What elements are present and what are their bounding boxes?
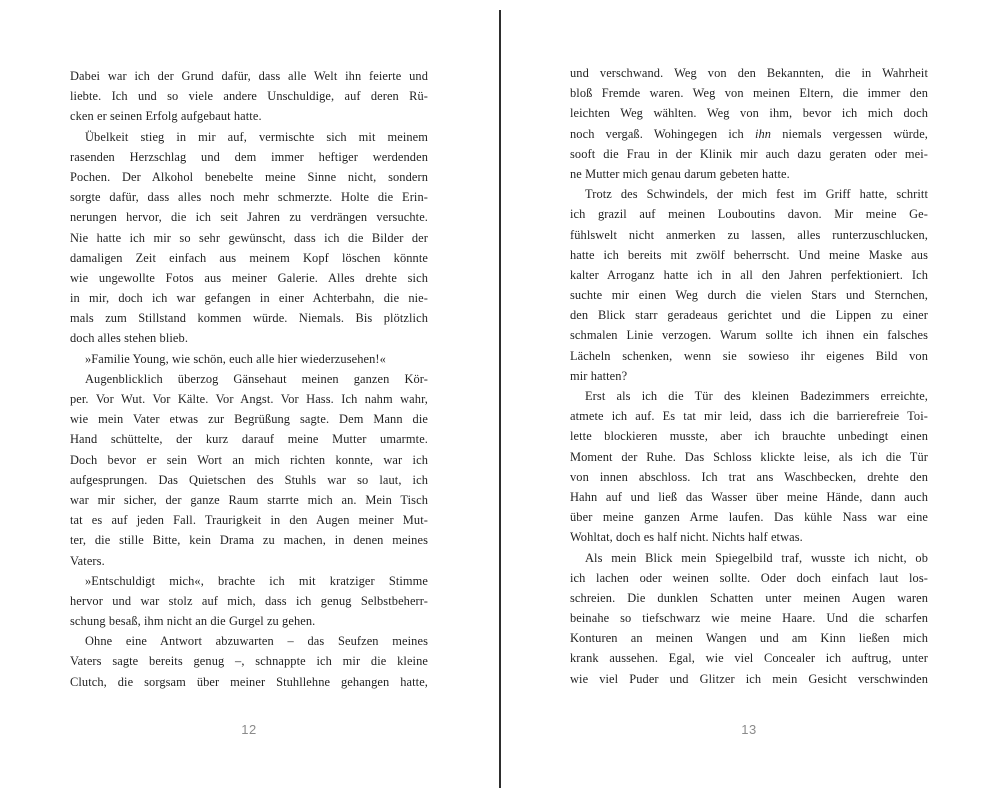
text-line: Vaters. bbox=[70, 553, 105, 568]
text-line: Erst als ich die Tür des kleinen Badezimmers erreichte, bbox=[585, 389, 928, 403]
text-line: krank aussehen. Egal, wie viel Concealer ich auftrug, unter bbox=[570, 651, 928, 666]
right-page-number: 13 bbox=[741, 722, 757, 737]
text-line: Hand schüttelte, der kurz darauf meine Mutter umarmte. bbox=[70, 432, 428, 447]
text-line: war mir sicher, der ganze Raum starrte mich an. Mein Tisch bbox=[70, 492, 428, 507]
text-line: lette blockieren musste, aber ich brauchte unbedingt einen bbox=[570, 429, 928, 444]
text-line: »Entschuldigt mich«, brachte ich mit kratziger Stimme bbox=[85, 573, 428, 588]
left-page-text bbox=[70, 66, 428, 692]
text-line: schung besaß, ihm nicht an die Gurgel zu gehen. bbox=[70, 614, 316, 629]
text-line: damaligen Zeit einfach aus meinem Kopf löschen könnte bbox=[70, 250, 428, 265]
text-line: leichten Weg wählten. Weg von ihm, bevor ich mich doch bbox=[570, 106, 928, 121]
text-line: noch vergaß. Wohingegen ich ihn niemals vergessen würde, bbox=[570, 126, 929, 141]
text-line: ich lachen oder weinen sollte. Oder doch einfach laut los- bbox=[570, 570, 928, 585]
text-line: liebte. Ich und so viele andere Unschuldige, auf deren Rü- bbox=[70, 89, 428, 104]
text-line: Clutch, die sorgsam über meiner Stuhllehne gehangen hatte, bbox=[70, 674, 428, 689]
text-line: von innen abschloss. Ich trat ans Waschbecken, drehte den bbox=[570, 469, 928, 484]
text-line: ich grazil auf meinen Louboutins davon. Mir meine Ge- bbox=[570, 207, 928, 222]
text-line: Vaters sagte bereits genug –, schnappte ich mir die kleine bbox=[70, 654, 428, 669]
text-line: fühlswelt nicht anmerken zu lassen, alles runterzuschlucken, bbox=[570, 227, 928, 242]
text-line: bloß Fremde waren. Weg von meinen Eltern, die immer den bbox=[570, 86, 928, 101]
text-line: rasenden Herzschlag und dem immer heftiger werdenden bbox=[70, 149, 428, 164]
text-line: Doch bevor er sein Wort an mich richten konnte, war ich bbox=[70, 452, 428, 467]
text-line: mals zum Stillstand kommen würde. Niemals. Bis plötzlich bbox=[70, 311, 428, 326]
text-line: Trotz des Schwindels, der mich fest im Griff hatte, schritt bbox=[585, 187, 928, 202]
text-line: doch alles stehen blieb. bbox=[70, 331, 189, 346]
text-line: cken er seinen Erfolg aufgebaut hatte. bbox=[70, 109, 262, 124]
text-line: per. Vor Wut. Vor Kälte. Vor Angst. Vor Hass. Ich nahm wahr, bbox=[70, 392, 428, 406]
text-line: sooft die Frau in der Klinik mir auch dazu geraten oder mei- bbox=[570, 146, 928, 161]
text-line: nerungen hervor, die ich seit Jahren zu verdrängen versuchte. bbox=[70, 210, 428, 225]
text-line: Wohltat, doch es half nicht. Nichts half etwas. bbox=[570, 530, 803, 545]
text-line: Als mein Blick mein Spiegelbild traf, wusste ich nicht, ob bbox=[585, 550, 928, 565]
text-line: »Familie Young, wie schön, euch alle hier wiederzusehen!« bbox=[85, 351, 386, 366]
text-line: aufgesprungen. Das Quietschen des Stuhls war so laut, ich bbox=[70, 472, 428, 487]
text-line: atmete ich auf. Es tat mir leid, dass ich die barrierefreie Toi- bbox=[570, 409, 928, 424]
text-line: schmalen Linie verzogen. Warum sollte ich ihnen ein falsches bbox=[570, 328, 928, 343]
text-line: mir hatten? bbox=[570, 368, 628, 383]
text-line: in mir, doch ich war gefangen in einer Achterbahn, die nie- bbox=[70, 291, 428, 306]
text-line: schreien. Die dunklen Schatten unter meinen Augen waren bbox=[570, 590, 928, 605]
text-line: wie viel Puder und Glitzer ich mein Gesicht verschwinden bbox=[570, 671, 928, 686]
text-line: ne Mutter mich genau darum gebeten hatte. bbox=[570, 166, 790, 181]
text-line: tat es auf jeden Fall. Traurigkeit in den Augen meiner Mut- bbox=[70, 513, 428, 528]
left-page-number: 12 bbox=[241, 722, 257, 737]
text-line: wie ungewollte Fotos aus meiner Galerie. Alles drehte sich bbox=[70, 270, 428, 285]
text-line: Konturen an meinen Wangen und am Kinn ließen mich bbox=[570, 631, 928, 646]
right-page-text bbox=[570, 63, 928, 689]
text-line: den Blick starr geradeaus gerichtet und die Lippen zu einer bbox=[570, 308, 928, 323]
text-line: über meine ganzen Arme laufen. Das kühle Nass war eine bbox=[570, 510, 928, 525]
text-line: suchte mir einen Weg durch die vielen Stars und Sternchen, bbox=[570, 288, 928, 303]
text-line: Moment der Ruhe. Das Schloss klickte leise, als ich die Tür bbox=[570, 449, 928, 464]
text-line: ter, die stille Bitte, kein Drama zu machen, in denen meines bbox=[70, 533, 428, 548]
text-line: Nie hatte ich mir so sehr gewünscht, dass ich die Bilder der bbox=[70, 230, 428, 245]
text-line: Übelkeit stieg in mir auf, vermischte sich mit meinem bbox=[85, 129, 428, 144]
text-line: Ohne eine Antwort abzuwarten – das Seufzen meines bbox=[85, 634, 428, 649]
text-line: und verschwand. Weg von den Bekannten, die in Wahrheit bbox=[570, 66, 928, 80]
page-divider-line bbox=[499, 10, 501, 788]
text-line: hatte ich bereits mit zwölf beherrscht. Und meine Maske aus bbox=[570, 247, 928, 262]
text-line: sorgte dafür, dass alles noch mehr schmerzte. Holte die Erin- bbox=[70, 190, 428, 205]
text-line: kalter Arroganz hatte ich in all den Jahren perfektioniert. Ich bbox=[570, 267, 928, 282]
text-line: beinahe so tiefschwarz wie meine Haare. Und die scharfen bbox=[570, 611, 928, 626]
text-line: Hahn auf und ließ das Wasser über meine Hände, dann auch bbox=[570, 489, 928, 504]
text-line: Pochen. Der Alkohol benebelte meine Sinne nicht, sondern bbox=[70, 169, 428, 184]
text-line: wie mein Vater etwas zur Begrüßung sagte. Dem Mann die bbox=[70, 412, 428, 427]
text-line: hervor und war stolz auf mich, dass ich genug Selbstbeherr- bbox=[70, 593, 428, 608]
text-line: Lächeln schenken, wenn sie sowieso ihr eigenes Bild von bbox=[570, 348, 928, 363]
text-line: Augenblicklich überzog Gänsehaut meinen ganzen Kör- bbox=[85, 371, 428, 386]
text-line: Dabei war ich der Grund dafür, dass alle Welt ihn feierte und bbox=[70, 69, 428, 83]
